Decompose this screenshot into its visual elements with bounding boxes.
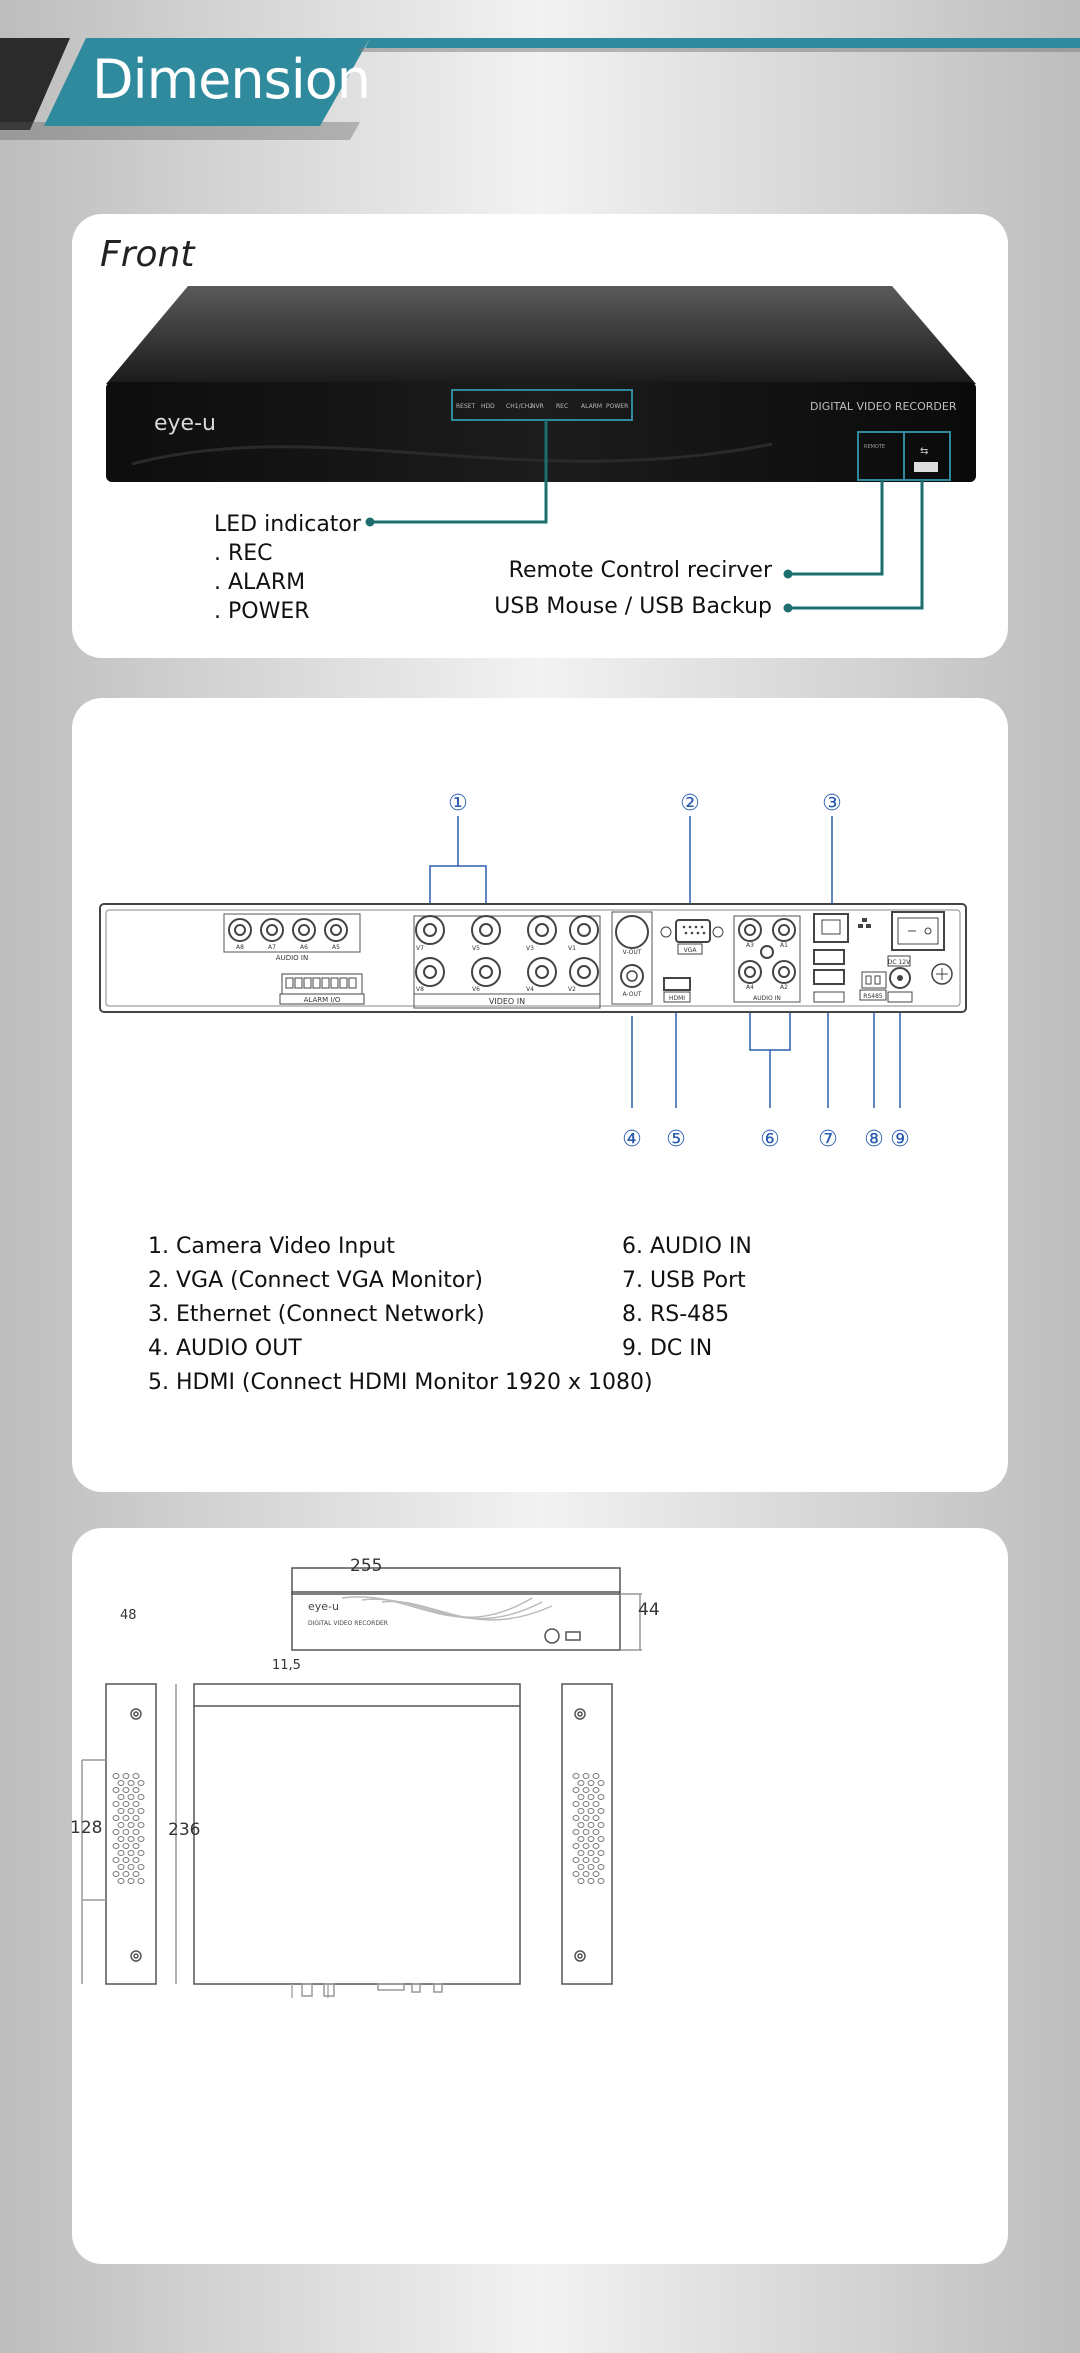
svg-text:DC 12V: DC 12V: [887, 959, 911, 966]
audio-channel-label: A8: [236, 944, 244, 951]
list-item: 2. VGA (Connect VGA Monitor): [148, 1268, 484, 1293]
video-channel-label: V6: [472, 986, 480, 993]
audio-in-label: AUDIO IN: [275, 954, 309, 962]
vent-hole: [123, 1844, 129, 1849]
list-item: 7. USB Port: [622, 1268, 746, 1293]
page-title: Dimension: [92, 48, 371, 111]
vent-hole: [598, 1837, 604, 1842]
vent-hole: [138, 1795, 144, 1800]
list-item: 8. RS-485: [622, 1302, 730, 1327]
vent-hole: [573, 1872, 579, 1877]
rear-port-list-right: [622, 1230, 752, 1366]
vent-hole: [123, 1802, 129, 1807]
vent-hole: [133, 1774, 139, 1779]
dim-front-model: DIGITAL VIDEO RECORDER: [308, 1620, 388, 1627]
vent-hole: [138, 1879, 144, 1884]
vent-hole: [583, 1858, 589, 1863]
vent-hole: [573, 1844, 579, 1849]
vent-hole: [598, 1865, 604, 1870]
offset-dimension: 11,5: [272, 1658, 301, 1673]
callout-8: ⑧: [864, 1127, 884, 1152]
vent-hole: [128, 1851, 134, 1856]
vent-hole: [118, 1781, 124, 1786]
led-item: . REC: [214, 541, 273, 566]
dim-front-brand: eye-u: [308, 1600, 339, 1613]
video-in-label: VIDEO IN: [488, 997, 526, 1006]
audio-channel-label: A5: [332, 944, 340, 951]
vent-hole: [588, 1879, 594, 1884]
audio-channel-label: A6: [300, 944, 308, 951]
video-channel-label: V4: [526, 986, 534, 993]
vent-hole: [118, 1865, 124, 1870]
vent-hole: [578, 1865, 584, 1870]
audio-channel-label: A4: [746, 984, 754, 991]
vent-hole: [123, 1830, 129, 1835]
vent-hole: [118, 1823, 124, 1828]
svg-text:AUDIO IN: AUDIO IN: [753, 995, 781, 1002]
vent-hole: [113, 1830, 119, 1835]
video-channel-label: V7: [416, 945, 424, 952]
svg-text:VGA: VGA: [683, 947, 697, 954]
vent-hole: [578, 1851, 584, 1856]
callout-9: ⑨: [890, 1127, 910, 1152]
vent-hole: [138, 1823, 144, 1828]
rear-port-list-left: [148, 1230, 653, 1400]
side-height-dimension: 128: [70, 1818, 103, 1838]
alarm-io-label: ALARM I/O: [303, 996, 341, 1004]
callout-3: ③: [822, 791, 842, 816]
vent-hole: [113, 1802, 119, 1807]
vent-hole: [133, 1830, 139, 1835]
list-item: 1. Camera Video Input: [148, 1234, 395, 1259]
vent-hole: [578, 1823, 584, 1828]
vent-hole: [593, 1858, 599, 1863]
vent-hole: [598, 1879, 604, 1884]
vent-hole: [583, 1830, 589, 1835]
vent-hole: [118, 1879, 124, 1884]
svg-text:HDMI: HDMI: [668, 995, 686, 1002]
depth-dimension: 236: [168, 1820, 201, 1840]
vent-hole: [123, 1872, 129, 1877]
audio-channel-label: A1: [780, 942, 788, 949]
svg-text:REMOTE: REMOTE: [864, 444, 886, 450]
vent-hole: [118, 1851, 124, 1856]
audio-channel-label: A2: [780, 984, 788, 991]
vent-hole: [598, 1809, 604, 1814]
vent-hole: [593, 1802, 599, 1807]
vent-hole: [583, 1872, 589, 1877]
vent-hole: [128, 1837, 134, 1842]
vent-hole: [133, 1788, 139, 1793]
video-channel-label: V5: [472, 945, 480, 952]
vent-hole: [588, 1809, 594, 1814]
vent-hole: [593, 1844, 599, 1849]
vent-hole: [128, 1795, 134, 1800]
video-channel-label: V2: [568, 986, 576, 993]
list-item: 4. AUDIO OUT: [148, 1336, 302, 1361]
vent-hole: [113, 1844, 119, 1849]
vent-hole: [578, 1879, 584, 1884]
vent-hole: [113, 1788, 119, 1793]
list-item: 3. Ethernet (Connect Network): [148, 1302, 485, 1327]
callout-1: ①: [448, 791, 468, 816]
dimensions-card: [72, 1528, 1008, 2264]
usb-label: USB Mouse / USB Backup: [494, 594, 772, 619]
vent-hole: [123, 1816, 129, 1821]
vent-hole: [123, 1774, 129, 1779]
front-dvr-illustration: [72, 214, 1008, 658]
vent-hole: [113, 1774, 119, 1779]
vent-hole: [113, 1872, 119, 1877]
vent-hole: [118, 1837, 124, 1842]
vent-hole: [133, 1802, 139, 1807]
vent-hole: [133, 1844, 139, 1849]
svg-text:⇆: ⇆: [920, 446, 929, 457]
vent-hole: [593, 1872, 599, 1877]
vent-hole: [128, 1879, 134, 1884]
rear-panel-card: [72, 698, 1008, 1492]
list-item: 5. HDMI (Connect HDMI Monitor 1920 x 1080): [148, 1370, 653, 1395]
led-label: NVR: [531, 403, 544, 410]
vent-hole: [138, 1851, 144, 1856]
vent-hole: [138, 1865, 144, 1870]
vent-hole: [128, 1823, 134, 1828]
vent-hole: [598, 1781, 604, 1786]
vent-hole: [138, 1781, 144, 1786]
vent-hole: [133, 1816, 139, 1821]
vent-hole: [118, 1795, 124, 1800]
led-label: CH1/CH2: [506, 403, 534, 410]
vent-hole: [578, 1795, 584, 1800]
vent-hole: [588, 1795, 594, 1800]
vent-hole: [138, 1837, 144, 1842]
front-title: Front: [100, 234, 195, 275]
vent-hole: [593, 1830, 599, 1835]
front-panel-card: [72, 214, 1008, 658]
vent-hole: [588, 1823, 594, 1828]
audio-channel-label: A7: [268, 944, 276, 951]
vent-hole: [598, 1795, 604, 1800]
vent-hole: [583, 1816, 589, 1821]
video-channel-label: V3: [526, 945, 534, 952]
led-label: REC: [556, 403, 569, 410]
vent-hole: [578, 1781, 584, 1786]
led-label: RESET: [456, 403, 476, 410]
vent-hole: [583, 1802, 589, 1807]
dimension-drawing: [72, 1528, 1008, 2264]
remote-receiver-label: Remote Control recirver: [508, 558, 772, 583]
vent-hole: [593, 1774, 599, 1779]
callout-6: ⑥: [760, 1127, 780, 1152]
front-model-text: DIGITAL VIDEO RECORDER: [810, 400, 957, 413]
vent-hole: [578, 1837, 584, 1842]
vent-hole: [573, 1802, 579, 1807]
video-channel-label: V1: [568, 945, 576, 952]
vent-hole: [578, 1809, 584, 1814]
height-dimension: 44: [638, 1600, 660, 1620]
front-brand-logo: eye-u: [154, 411, 216, 436]
callout-4: ④: [622, 1127, 642, 1152]
vent-hole: [588, 1781, 594, 1786]
vent-hole: [583, 1774, 589, 1779]
header-banner: [0, 0, 1080, 140]
vent-hole: [138, 1809, 144, 1814]
vent-hole: [128, 1865, 134, 1870]
svg-text:V-OUT: V-OUT: [622, 949, 642, 956]
vent-hole: [128, 1809, 134, 1814]
vent-hole: [128, 1781, 134, 1786]
vent-hole: [598, 1851, 604, 1856]
callout-2: ②: [680, 791, 700, 816]
vent-hole: [573, 1774, 579, 1779]
vent-hole: [573, 1816, 579, 1821]
vent-hole: [583, 1844, 589, 1849]
led-indicator-heading: LED indicator: [214, 512, 361, 537]
svg-text:A-OUT: A-OUT: [622, 991, 642, 998]
list-item: 6. AUDIO IN: [622, 1234, 752, 1259]
vent-hole: [118, 1809, 124, 1814]
vent-hole: [588, 1851, 594, 1856]
vent-hole: [573, 1788, 579, 1793]
callout-7: ⑦: [818, 1127, 838, 1152]
vent-hole: [593, 1816, 599, 1821]
vent-hole: [588, 1837, 594, 1842]
left-note-dimension: 48: [120, 1608, 137, 1623]
vent-hole: [573, 1830, 579, 1835]
vent-hole: [133, 1858, 139, 1863]
led-indicator-label: [214, 510, 361, 626]
vent-hole: [123, 1788, 129, 1793]
vent-hole: [598, 1823, 604, 1828]
audio-channel-label: A3: [746, 942, 754, 949]
vent-hole: [583, 1788, 589, 1793]
led-label: ALARM: [581, 403, 603, 410]
led-label: POWER: [606, 403, 629, 410]
led-label: HDD: [481, 403, 495, 410]
video-channel-label: V8: [416, 986, 424, 993]
vent-hole: [593, 1788, 599, 1793]
svg-text:RS485: RS485: [863, 993, 883, 1000]
vent-hole: [113, 1858, 119, 1863]
usb-port-icon: [914, 462, 938, 472]
list-item: 9. DC IN: [622, 1336, 713, 1361]
width-dimension: 255: [350, 1556, 383, 1576]
vent-hole: [113, 1816, 119, 1821]
callout-5: ⑤: [666, 1127, 686, 1152]
vent-hole: [588, 1865, 594, 1870]
vent-hole: [123, 1858, 129, 1863]
vent-hole: [133, 1872, 139, 1877]
led-item: . POWER: [214, 599, 310, 624]
led-item: . ALARM: [214, 570, 306, 595]
vent-hole: [573, 1858, 579, 1863]
